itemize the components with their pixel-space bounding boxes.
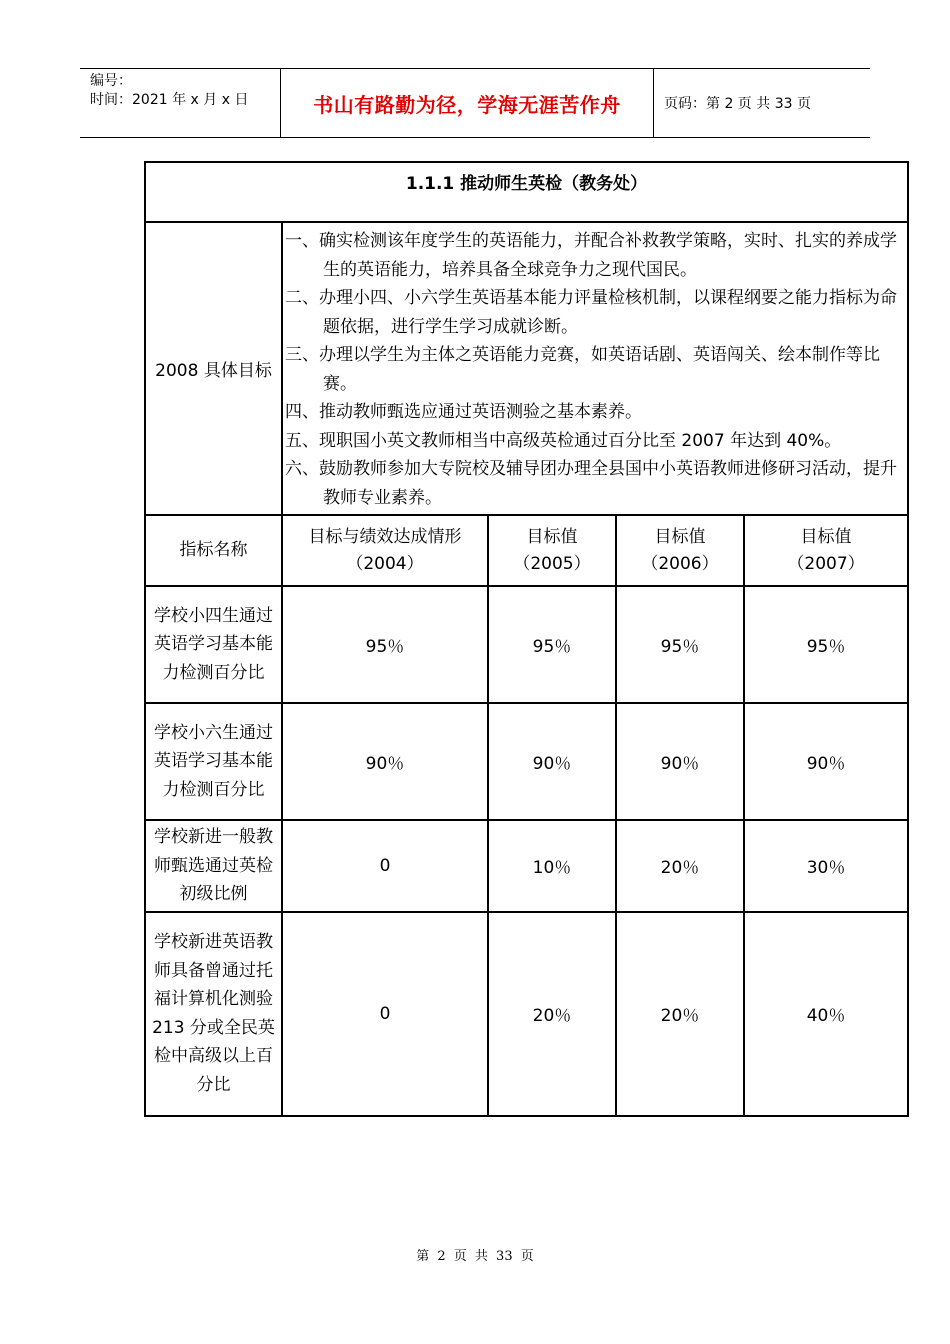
value-cell: 0: [282, 912, 488, 1116]
goal-item: 五、现职国小英文教师相当中高级英检通过百分比至 2007 年达到 40%。: [285, 430, 842, 451]
value-cell: 20％: [616, 912, 744, 1116]
goal-item: 一、确实检测该年度学生的英语能力，并配合补救教学策略，实时、扎实的养成学生的英语能力，培养具备全球竞争力之现代国民。: [285, 231, 897, 280]
goal-item: 四、推动教师甄选应通过英语测验之基本素养。: [285, 402, 642, 422]
column-header-year: （2006）: [641, 553, 719, 574]
value-cell: 95％: [744, 586, 908, 703]
value-cell: 20％: [488, 912, 616, 1116]
table-row: [145, 820, 908, 912]
indicator-name: 学校小四生通过英语学习基本能力检测百分比: [145, 586, 282, 703]
value-cell: 90％: [488, 703, 616, 820]
column-header-year: （2004）: [346, 553, 424, 574]
indicator-name: 学校新进一般教师甄选通过英检初级比例: [145, 820, 282, 912]
goal-item: 三、办理以学生为主体之英语能力竞赛，如英语话剧、英语闯关、绘本制作等比赛。: [285, 345, 880, 394]
goal-item: 二、办理小四、小六学生英语基本能力评量检核机制，以课程纲要之能力指标为命题依据，进行学生学习成就诊断。: [285, 288, 897, 337]
page-footer: 第 2 页 共 33 页: [416, 1249, 534, 1264]
column-header-text: 目标值: [654, 526, 706, 547]
document-date: 时间：2021 年 x 月 x 日: [90, 92, 249, 108]
value-cell: 40％: [744, 912, 908, 1116]
document-code: 编号：: [90, 73, 132, 89]
table-row: [145, 703, 908, 820]
indicator-name: 学校新进英语教师具备曾通过托福计算机化测验 213 分或全民英检中高级以上百分比: [145, 912, 282, 1116]
goals-label: 2008 具体目标: [145, 222, 282, 515]
indicator-name: 学校小六生通过英语学习基本能力检测百分比: [145, 703, 282, 820]
value-cell: 95％: [616, 586, 744, 703]
goals-list: [282, 222, 908, 515]
section-title-row: [145, 162, 908, 222]
section-title: 1.1.1 推动师生英检（教务处）: [145, 162, 908, 222]
goals-row: [145, 222, 908, 515]
column-header-indicator: [145, 515, 282, 586]
value-cell: 90％: [744, 703, 908, 820]
column-header-2005: [488, 515, 616, 586]
value-cell: 95％: [488, 586, 616, 703]
header-motto: 书山有路勤为径，学海无涯苦作舟: [281, 69, 654, 137]
page-header: [80, 68, 870, 138]
header-page-number: 页码：第 2 页 共 33 页: [664, 96, 811, 112]
value-cell: 90％: [282, 703, 488, 820]
column-header-2004: [282, 515, 488, 586]
value-cell: 95％: [282, 586, 488, 703]
goal-item: 六、鼓励教师参加大专院校及辅导团办理全县国中小英语教师进修研习活动，提升教师专业素养。: [285, 459, 897, 508]
column-header-text: 目标值: [800, 526, 852, 547]
value-cell: 20％: [616, 820, 744, 912]
header-meta: [80, 69, 281, 137]
column-header-text: 目标与绩效达成情形: [308, 526, 462, 547]
column-header-year: （2007）: [787, 553, 865, 574]
value-cell: 30％: [744, 820, 908, 912]
table-row: [145, 912, 908, 1116]
goals-table: [144, 161, 909, 1117]
column-header-2006: [616, 515, 744, 586]
column-header-text: 目标值: [526, 526, 578, 547]
value-cell: 90％: [616, 703, 744, 820]
value-cell: 0: [282, 820, 488, 912]
column-header-2007: [744, 515, 908, 586]
table-header-row: [145, 515, 908, 586]
column-header-text: 指标名称: [179, 540, 248, 560]
table-row: [145, 586, 908, 703]
value-cell: 10％: [488, 820, 616, 912]
column-header-year: （2005）: [513, 553, 591, 574]
